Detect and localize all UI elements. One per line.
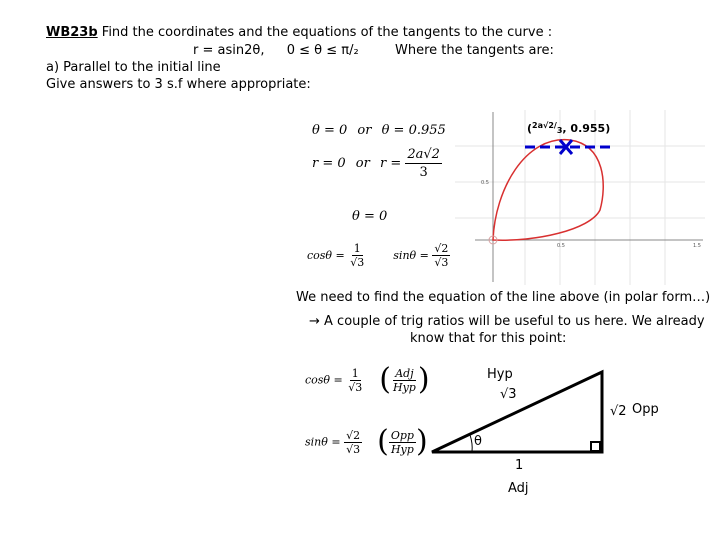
ratio-hyp-word-2: Hyp	[390, 442, 414, 456]
working-row-3: θ = 0	[352, 209, 388, 224]
cos-numerator: 1	[353, 242, 361, 255]
polar-curve	[493, 140, 603, 241]
open-paren: (	[379, 362, 391, 397]
sin-denominator: √3	[434, 256, 449, 269]
sin-fraction	[432, 242, 450, 269]
cos-lhs: cosθ =	[307, 249, 345, 262]
ratio-hyp-word: Hyp	[393, 380, 416, 394]
r-lhs: r =	[379, 156, 402, 171]
right-angle-marker	[591, 442, 600, 451]
explanation-line-3: know that for this point:	[410, 331, 567, 346]
cos-ratio	[305, 362, 430, 397]
working-row-2	[312, 146, 442, 181]
close-paren: )	[417, 362, 430, 397]
ratio-sin-fraction	[344, 429, 362, 456]
label-sub: 3	[556, 126, 563, 135]
triangle-shape	[432, 372, 602, 452]
header-line-1	[46, 25, 552, 41]
opp-label: Opp	[632, 402, 659, 417]
label-rest: , 0.955)	[562, 122, 611, 135]
working-row-4	[307, 242, 450, 269]
where-text: Where the tangents are:	[394, 43, 554, 58]
theta-value: θ = 0.955	[381, 123, 446, 138]
opp-value: √2	[610, 404, 627, 419]
ratio-cos-lhs: cosθ =	[305, 373, 343, 387]
sin-lhs: sinθ =	[393, 249, 429, 262]
angle-arc	[470, 435, 472, 452]
r-zero: r = 0	[312, 156, 346, 171]
r-fraction	[405, 146, 442, 181]
r-denominator: 3	[419, 165, 428, 180]
hyp-label: Hyp	[487, 367, 513, 382]
worksheet-label: WB23b	[46, 25, 98, 40]
close-paren-2: )	[415, 424, 428, 459]
tangent-point-label	[527, 121, 610, 135]
or-text-2: or	[355, 156, 370, 171]
ratio-sin-den: √3	[346, 442, 361, 456]
explanation-line-1: We need to find the equation of the line above (in polar form…)	[296, 290, 711, 305]
ratio-adj-word: Adj	[395, 366, 414, 380]
label-open: (	[527, 122, 533, 135]
header-line-2	[193, 43, 554, 59]
r-numerator: 2a√2	[407, 147, 440, 162]
part-a-text: a) Parallel to the initial line	[46, 60, 221, 75]
ratio-sin-num: √2	[346, 428, 361, 442]
cos-fraction	[348, 242, 366, 269]
ratio-opp-word: Opp	[390, 428, 414, 442]
sin-ratio	[305, 424, 428, 459]
adj-value: 1	[515, 458, 524, 473]
question-text: Find the coordinates and the equations of the tangents to the curve :	[97, 25, 553, 40]
tick-y-label: 0.5	[481, 180, 489, 186]
triangle-diagram	[425, 365, 625, 460]
adj-label: Adj	[508, 481, 529, 496]
ratio-cos-fraction	[346, 367, 364, 394]
label-frac: 2a√2/	[532, 121, 557, 130]
theta-zero: θ = 0	[312, 123, 348, 138]
ratio-sin-lhs: sinθ =	[305, 435, 341, 449]
hyp-value: √3	[500, 387, 517, 402]
or-text: or	[357, 123, 372, 138]
polar-graph	[455, 110, 705, 285]
angle-label: θ	[474, 434, 482, 449]
ratio-sin-words	[389, 429, 416, 456]
instruction-text: Give answers to 3 s.f where appropriate:	[46, 77, 311, 92]
ratio-cos-den: √3	[348, 380, 363, 394]
tick-x1-label: 0.5	[557, 243, 565, 249]
cos-denominator: √3	[350, 256, 365, 269]
ratio-cos-words	[391, 367, 418, 394]
theta-range: 0 ≤ θ ≤ π/₂	[286, 43, 359, 58]
working-row-1	[312, 123, 446, 138]
ratio-cos-num: 1	[351, 366, 359, 380]
explanation-line-2: → A couple of trig ratios will be useful to us here. We already	[309, 314, 705, 329]
curve-equation: r = asin2θ,	[193, 43, 265, 58]
sin-numerator: √2	[434, 242, 449, 255]
tick-x2-label: 1.5	[693, 243, 701, 249]
open-paren-2: (	[377, 424, 389, 459]
